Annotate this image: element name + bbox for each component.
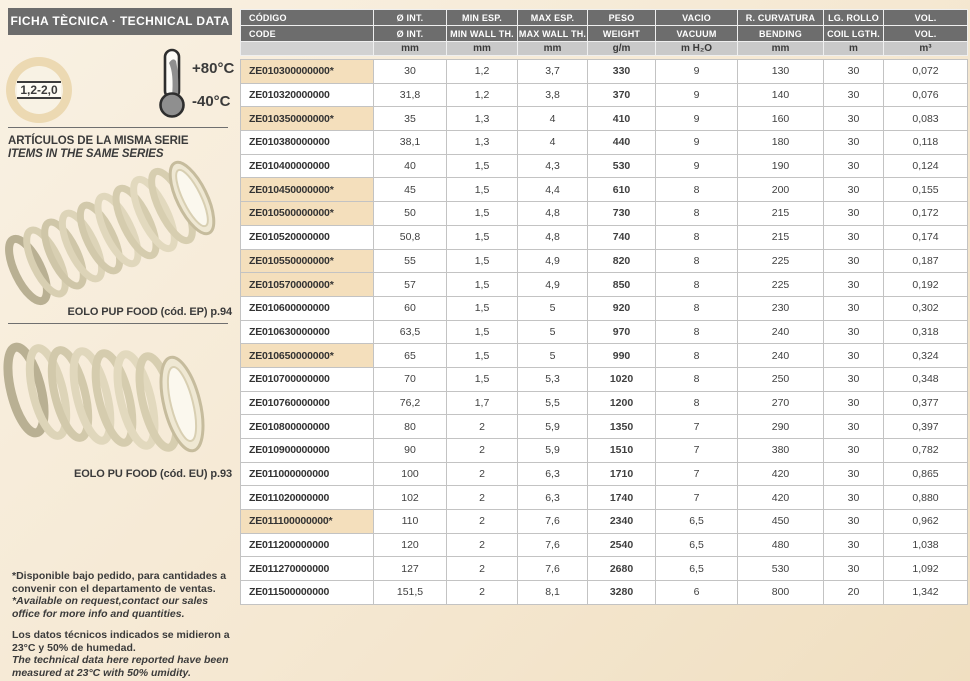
table-row — [241, 533, 968, 557]
cell-weight: 730 — [588, 202, 656, 226]
cell-weight: 740 — [588, 225, 656, 249]
table-row — [241, 296, 968, 320]
cell-volume: 0,865 — [884, 462, 968, 486]
cell-code: ZE010300000000* — [241, 60, 374, 84]
cell-weight: 820 — [588, 249, 656, 273]
cell-vacuum: 7 — [656, 462, 738, 486]
cell-volume: 0,072 — [884, 60, 968, 84]
cell-code: ZE010570000000* — [241, 273, 374, 297]
cell-inner_diameter: 80 — [374, 415, 447, 439]
header-en-weight: WEIGHT — [588, 26, 656, 42]
cell-inner_diameter: 57 — [374, 273, 447, 297]
header-es-code: CÓDIGO — [241, 10, 374, 26]
cell-coil_length: 30 — [824, 367, 884, 391]
cell-bending: 240 — [738, 320, 824, 344]
divider — [8, 323, 228, 324]
cell-max_wall: 7,6 — [518, 510, 588, 534]
cell-coil_length: 30 — [824, 533, 884, 557]
cell-weight: 1510 — [588, 439, 656, 463]
technical-data-table — [240, 9, 968, 605]
footnotes — [12, 570, 234, 679]
series-title-en: ITEMS IN THE SAME SERIES — [8, 148, 164, 160]
sidebar — [0, 0, 240, 681]
table-row — [241, 107, 968, 131]
cell-volume: 0,318 — [884, 320, 968, 344]
cell-code: ZE010800000000 — [241, 415, 374, 439]
cell-inner_diameter: 31,8 — [374, 83, 447, 107]
cell-code: ZE010600000000 — [241, 296, 374, 320]
header-es-volume: VOL. — [884, 10, 968, 26]
temperature-max-label: +80°C — [192, 60, 235, 77]
cell-volume: 0,302 — [884, 296, 968, 320]
cell-volume: 0,348 — [884, 367, 968, 391]
cell-coil_length: 30 — [824, 202, 884, 226]
table-row — [241, 557, 968, 581]
related-item-caption: EOLO PUP FOOD (cód. EP) p.94 — [67, 306, 232, 318]
cell-coil_length: 30 — [824, 249, 884, 273]
cell-max_wall: 6,3 — [518, 462, 588, 486]
cell-volume: 0,324 — [884, 344, 968, 368]
hose-photo-eolo-pu-food — [0, 328, 238, 468]
header-en-code: CODE — [241, 26, 374, 42]
cell-max_wall: 6,3 — [518, 486, 588, 510]
cell-max_wall: 5,9 — [518, 439, 588, 463]
cell-code: ZE011100000000* — [241, 510, 374, 534]
table-row — [241, 486, 968, 510]
cell-volume: 0,083 — [884, 107, 968, 131]
table-row — [241, 391, 968, 415]
cell-weight: 610 — [588, 178, 656, 202]
cell-min_wall: 1,3 — [447, 131, 518, 155]
cell-vacuum: 8 — [656, 249, 738, 273]
table-row — [241, 202, 968, 226]
cell-vacuum: 9 — [656, 60, 738, 84]
cell-vacuum: 6,5 — [656, 557, 738, 581]
table-row — [241, 178, 968, 202]
cell-code: ZE010320000000 — [241, 83, 374, 107]
cell-code: ZE010400000000 — [241, 154, 374, 178]
cell-max_wall: 3,8 — [518, 83, 588, 107]
cell-min_wall: 1,3 — [447, 107, 518, 131]
series-title-es: ARTÍCULOS DE LA MISMA SERIE — [8, 135, 189, 147]
cell-min_wall: 1,5 — [447, 367, 518, 391]
cell-volume: 1,092 — [884, 557, 968, 581]
table-row — [241, 320, 968, 344]
cell-max_wall: 5,9 — [518, 415, 588, 439]
table-row — [241, 60, 968, 84]
cell-weight: 2680 — [588, 557, 656, 581]
cell-weight: 1350 — [588, 415, 656, 439]
header-es-min_wall: MIN ESP. — [447, 10, 518, 26]
cell-code: ZE010500000000* — [241, 202, 374, 226]
cell-max_wall: 5,5 — [518, 391, 588, 415]
cell-max_wall: 4,8 — [518, 225, 588, 249]
cell-coil_length: 30 — [824, 344, 884, 368]
cell-volume: 0,192 — [884, 273, 968, 297]
cell-inner_diameter: 127 — [374, 557, 447, 581]
cell-code: ZE010900000000 — [241, 439, 374, 463]
cell-weight: 1200 — [588, 391, 656, 415]
header-en-bending: BENDING — [738, 26, 824, 42]
table-row — [241, 462, 968, 486]
cell-min_wall: 2 — [447, 533, 518, 557]
cell-inner_diameter: 45 — [374, 178, 447, 202]
thermometer-icon — [153, 47, 193, 119]
cell-inner_diameter: 90 — [374, 439, 447, 463]
cell-code: ZE010700000000 — [241, 367, 374, 391]
unit-inner_diameter: mm — [374, 42, 447, 56]
cell-min_wall: 2 — [447, 581, 518, 605]
cell-inner_diameter: 63,5 — [374, 320, 447, 344]
cell-min_wall: 2 — [447, 439, 518, 463]
cell-coil_length: 30 — [824, 225, 884, 249]
cell-code: ZE011200000000 — [241, 533, 374, 557]
cell-code: ZE011020000000 — [241, 486, 374, 510]
cell-min_wall: 1,5 — [447, 320, 518, 344]
cell-volume: 0,174 — [884, 225, 968, 249]
cell-vacuum: 8 — [656, 273, 738, 297]
cell-volume: 0,962 — [884, 510, 968, 534]
cell-volume: 0,397 — [884, 415, 968, 439]
unit-min_wall: mm — [447, 42, 518, 56]
cell-min_wall: 2 — [447, 462, 518, 486]
unit-volume: m³ — [884, 42, 968, 56]
unit-max_wall: mm — [518, 42, 588, 56]
cell-coil_length: 30 — [824, 557, 884, 581]
cell-volume: 1,038 — [884, 533, 968, 557]
cell-coil_length: 30 — [824, 154, 884, 178]
cell-coil_length: 30 — [824, 178, 884, 202]
cell-coil_length: 30 — [824, 60, 884, 84]
header-en-vacuum: VACUUM — [656, 26, 738, 42]
cell-vacuum: 8 — [656, 320, 738, 344]
table-row — [241, 83, 968, 107]
cell-vacuum: 8 — [656, 178, 738, 202]
cell-volume: 0,118 — [884, 131, 968, 155]
cell-max_wall: 4,9 — [518, 273, 588, 297]
cell-inner_diameter: 40 — [374, 154, 447, 178]
cell-bending: 480 — [738, 533, 824, 557]
cell-code: ZE011000000000 — [241, 462, 374, 486]
cell-coil_length: 30 — [824, 107, 884, 131]
cell-inner_diameter: 50 — [374, 202, 447, 226]
cell-max_wall: 4,8 — [518, 202, 588, 226]
cell-max_wall: 5 — [518, 344, 588, 368]
temperature-min-label: -40°C — [192, 93, 231, 110]
cell-volume: 0,155 — [884, 178, 968, 202]
table-row — [241, 344, 968, 368]
cell-min_wall: 2 — [447, 415, 518, 439]
cell-weight: 410 — [588, 107, 656, 131]
cell-bending: 225 — [738, 273, 824, 297]
cell-coil_length: 30 — [824, 83, 884, 107]
cell-min_wall: 1,2 — [447, 60, 518, 84]
cell-vacuum: 7 — [656, 415, 738, 439]
cell-volume: 0,880 — [884, 486, 968, 510]
header-es-max_wall: MAX ESP. — [518, 10, 588, 26]
cell-volume: 0,076 — [884, 83, 968, 107]
unit-vacuum: m H₂O — [656, 42, 738, 56]
cell-volume: 1,342 — [884, 581, 968, 605]
table-row — [241, 367, 968, 391]
divider — [8, 127, 228, 128]
cell-weight: 440 — [588, 131, 656, 155]
cell-code: ZE011500000000 — [241, 581, 374, 605]
cell-inner_diameter: 50,8 — [374, 225, 447, 249]
cell-bending: 130 — [738, 60, 824, 84]
cell-max_wall: 4,3 — [518, 154, 588, 178]
cell-max_wall: 4 — [518, 131, 588, 155]
cell-inner_diameter: 151,5 — [374, 581, 447, 605]
header-en-max_wall: MAX WALL TH. — [518, 26, 588, 42]
cell-min_wall: 1,5 — [447, 273, 518, 297]
cell-min_wall: 1,5 — [447, 154, 518, 178]
cell-inner_diameter: 30 — [374, 60, 447, 84]
cell-bending: 450 — [738, 510, 824, 534]
header-en-coil_length: COIL LGTH. — [824, 26, 884, 42]
header-es-bending: R. CURVATURA — [738, 10, 824, 26]
cell-inner_diameter: 120 — [374, 533, 447, 557]
cell-vacuum: 7 — [656, 439, 738, 463]
cell-coil_length: 30 — [824, 273, 884, 297]
cell-weight: 2340 — [588, 510, 656, 534]
cell-weight: 1740 — [588, 486, 656, 510]
cell-max_wall: 4 — [518, 107, 588, 131]
cell-inner_diameter: 110 — [374, 510, 447, 534]
cell-coil_length: 30 — [824, 320, 884, 344]
cell-min_wall: 1,5 — [447, 202, 518, 226]
wall-thickness-ring-inner — [15, 66, 63, 114]
cell-vacuum: 9 — [656, 83, 738, 107]
unit-weight: g/m — [588, 42, 656, 56]
cell-min_wall: 1,5 — [447, 225, 518, 249]
cell-vacuum: 7 — [656, 486, 738, 510]
cell-vacuum: 9 — [656, 154, 738, 178]
cell-coil_length: 30 — [824, 391, 884, 415]
cell-max_wall: 4,4 — [518, 178, 588, 202]
cell-inner_diameter: 76,2 — [374, 391, 447, 415]
cell-code: ZE010650000000* — [241, 344, 374, 368]
cell-bending: 290 — [738, 415, 824, 439]
cell-vacuum: 8 — [656, 202, 738, 226]
cell-max_wall: 7,6 — [518, 533, 588, 557]
cell-bending: 420 — [738, 486, 824, 510]
cell-vacuum: 8 — [656, 367, 738, 391]
cell-vacuum: 9 — [656, 107, 738, 131]
cell-max_wall: 7,6 — [518, 557, 588, 581]
cell-weight: 330 — [588, 60, 656, 84]
cell-vacuum: 8 — [656, 296, 738, 320]
page-title: FICHA TÈCNICA · TECHNICAL DATA — [8, 8, 232, 35]
cell-weight: 920 — [588, 296, 656, 320]
unit-coil_length: m — [824, 42, 884, 56]
hose-photo-eolo-pup-food — [0, 158, 238, 306]
table-row — [241, 249, 968, 273]
cell-bending: 160 — [738, 107, 824, 131]
cell-weight: 530 — [588, 154, 656, 178]
cell-volume: 0,782 — [884, 439, 968, 463]
cell-weight: 850 — [588, 273, 656, 297]
cell-weight: 2540 — [588, 533, 656, 557]
wall-thickness-range-icon — [6, 57, 72, 123]
cell-bending: 180 — [738, 131, 824, 155]
cell-min_wall: 1,5 — [447, 249, 518, 273]
cell-bending: 140 — [738, 83, 824, 107]
header-es-inner_diameter: Ø INT. — [374, 10, 447, 26]
cell-bending: 230 — [738, 296, 824, 320]
header-es-weight: PESO — [588, 10, 656, 26]
cell-bending: 225 — [738, 249, 824, 273]
cell-volume: 0,124 — [884, 154, 968, 178]
cell-bending: 530 — [738, 557, 824, 581]
cell-min_wall: 2 — [447, 510, 518, 534]
header-en-volume: VOL. — [884, 26, 968, 42]
cell-code: ZE010380000000 — [241, 131, 374, 155]
note-technical-en: The technical data here reported have been measured at 23°C with 50% umidity. — [12, 654, 229, 679]
cell-coil_length: 20 — [824, 581, 884, 605]
header-es-vacuum: VACIO — [656, 10, 738, 26]
cell-code: ZE010760000000 — [241, 391, 374, 415]
note-available-es: *Disponible bajo pedido, para cantidades a convenir con el departamento de ventas. — [12, 570, 227, 595]
table-row — [241, 439, 968, 463]
cell-min_wall: 1,5 — [447, 344, 518, 368]
cell-code: ZE010520000000 — [241, 225, 374, 249]
cell-bending: 420 — [738, 462, 824, 486]
cell-coil_length: 30 — [824, 462, 884, 486]
wall-thickness-range-value: 1,2-2,0 — [17, 81, 60, 99]
cell-code: ZE010350000000* — [241, 107, 374, 131]
cell-inner_diameter: 35 — [374, 107, 447, 131]
cell-coil_length: 30 — [824, 510, 884, 534]
technical-data-table-area — [240, 9, 968, 605]
cell-max_wall: 4,9 — [518, 249, 588, 273]
table-row — [241, 510, 968, 534]
cell-code: ZE010550000000* — [241, 249, 374, 273]
cell-max_wall: 8,1 — [518, 581, 588, 605]
table-row — [241, 415, 968, 439]
cell-weight: 370 — [588, 83, 656, 107]
cell-volume: 0,172 — [884, 202, 968, 226]
cell-min_wall: 1,2 — [447, 83, 518, 107]
cell-bending: 250 — [738, 367, 824, 391]
cell-weight: 3280 — [588, 581, 656, 605]
cell-inner_diameter: 38,1 — [374, 131, 447, 155]
cell-min_wall: 2 — [447, 557, 518, 581]
cell-inner_diameter: 60 — [374, 296, 447, 320]
cell-inner_diameter: 55 — [374, 249, 447, 273]
cell-bending: 270 — [738, 391, 824, 415]
note-available-en: *Available on request,contact our sales office for more info and quantities. — [12, 595, 209, 620]
related-item-caption: EOLO PU FOOD (cód. EU) p.93 — [73, 468, 232, 480]
table-row — [241, 131, 968, 155]
cell-bending: 240 — [738, 344, 824, 368]
cell-bending: 800 — [738, 581, 824, 605]
table-row — [241, 581, 968, 605]
cell-code: ZE010450000000* — [241, 178, 374, 202]
table-row — [241, 154, 968, 178]
cell-vacuum: 6,5 — [656, 533, 738, 557]
cell-vacuum: 8 — [656, 344, 738, 368]
cell-inner_diameter: 102 — [374, 486, 447, 510]
cell-code: ZE010630000000 — [241, 320, 374, 344]
cell-vacuum: 8 — [656, 225, 738, 249]
header-en-inner_diameter: Ø INT. — [374, 26, 447, 42]
cell-bending: 380 — [738, 439, 824, 463]
cell-inner_diameter: 70 — [374, 367, 447, 391]
header-en-min_wall: MIN WALL TH. — [447, 26, 518, 42]
cell-max_wall: 5 — [518, 296, 588, 320]
cell-coil_length: 30 — [824, 415, 884, 439]
table-row — [241, 273, 968, 297]
unit-bending: mm — [738, 42, 824, 56]
header-es-coil_length: LG. ROLLO — [824, 10, 884, 26]
cell-volume: 0,187 — [884, 249, 968, 273]
cell-bending: 200 — [738, 178, 824, 202]
cell-max_wall: 5,3 — [518, 367, 588, 391]
cell-vacuum: 6,5 — [656, 510, 738, 534]
cell-inner_diameter: 100 — [374, 462, 447, 486]
table-row — [241, 225, 968, 249]
note-technical-es: Los datos técnicos indicados se midieron a 23°C y 50% de humedad. — [12, 629, 230, 654]
cell-max_wall: 5 — [518, 320, 588, 344]
cell-weight: 1710 — [588, 462, 656, 486]
cell-coil_length: 30 — [824, 486, 884, 510]
cell-weight: 970 — [588, 320, 656, 344]
cell-coil_length: 30 — [824, 296, 884, 320]
cell-min_wall: 1,5 — [447, 178, 518, 202]
cell-max_wall: 3,7 — [518, 60, 588, 84]
cell-min_wall: 1,5 — [447, 296, 518, 320]
cell-vacuum: 8 — [656, 391, 738, 415]
cell-inner_diameter: 65 — [374, 344, 447, 368]
cell-code: ZE011270000000 — [241, 557, 374, 581]
cell-min_wall: 2 — [447, 486, 518, 510]
cell-coil_length: 30 — [824, 439, 884, 463]
cell-vacuum: 9 — [656, 131, 738, 155]
cell-min_wall: 1,7 — [447, 391, 518, 415]
unit-code — [241, 42, 374, 56]
cell-weight: 1020 — [588, 367, 656, 391]
cell-bending: 215 — [738, 225, 824, 249]
cell-bending: 215 — [738, 202, 824, 226]
cell-coil_length: 30 — [824, 131, 884, 155]
cell-bending: 190 — [738, 154, 824, 178]
cell-volume: 0,377 — [884, 391, 968, 415]
cell-vacuum: 6 — [656, 581, 738, 605]
cell-weight: 990 — [588, 344, 656, 368]
